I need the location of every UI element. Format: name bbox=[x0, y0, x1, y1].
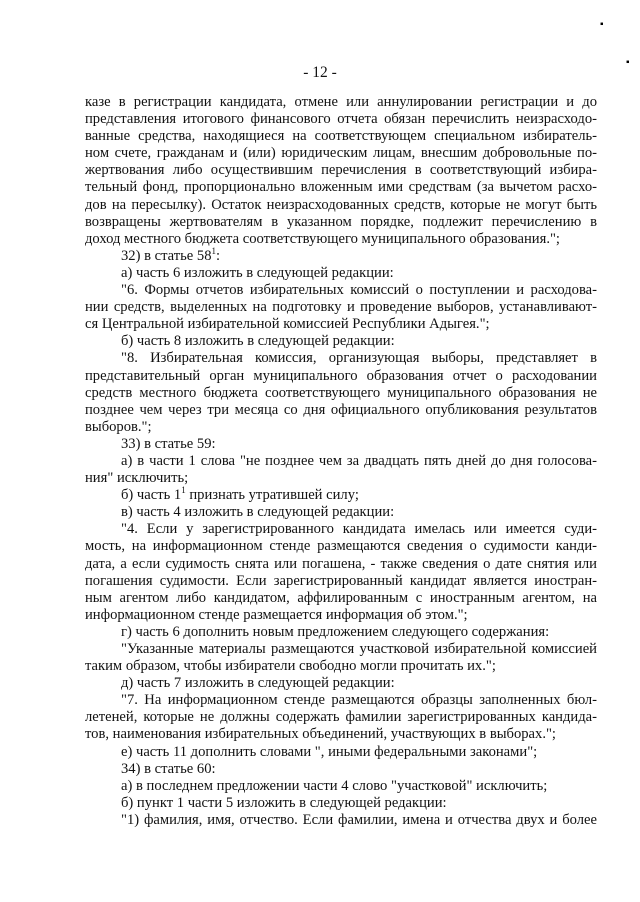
text-line-content: тельный фонд, пропорционально вложенным ими средствам (за вычетом расхо- bbox=[85, 179, 597, 196]
text-line-content: таким образом, чтобы избиратели свободно могли прочитать их."; bbox=[85, 658, 496, 675]
text-line bbox=[85, 245, 597, 265]
text-line-content: представительный орган муниципального образования отчет о расходовании bbox=[85, 367, 597, 384]
text-line bbox=[85, 641, 597, 658]
text-line-content: д) часть 7 изложить в следующей редакции: bbox=[121, 675, 395, 692]
text-line-content: доход местного бюджета соответствующего муниципального образования."; bbox=[85, 230, 560, 247]
text-line-content: "Указанные материалы размещаются участковой избирательной комиссией bbox=[121, 641, 597, 657]
text-line bbox=[85, 94, 597, 111]
text-line-content: б) пункт 1 части 5 изложить в следующей редакции: bbox=[121, 794, 447, 811]
text-line bbox=[85, 590, 597, 607]
text-line-content: "8. Избирательная комиссия, организующая выборы, представляет в bbox=[121, 350, 597, 367]
text-line-content: 32) в статье 58 bbox=[121, 247, 212, 264]
text-line-content: нии средств, выделенных на подготовку и проведение выборов, устанавливают- bbox=[85, 299, 597, 316]
superscript: 1 bbox=[211, 245, 217, 256]
text-line bbox=[85, 778, 597, 795]
text-line-content: ся Центральной избирательной комиссией Республики Адыгея."; bbox=[85, 316, 490, 333]
text-line bbox=[85, 214, 597, 231]
text-line bbox=[85, 692, 597, 709]
text-line bbox=[85, 179, 597, 196]
text-line bbox=[85, 744, 597, 761]
text-line-content: е) часть 11 дополнить словами ", иными федеральными законами"; bbox=[121, 743, 538, 760]
scan-mark-top: ▪ bbox=[600, 19, 604, 30]
text-line bbox=[85, 726, 597, 743]
text-line-content: возвращены жертвователям в указанном порядке, подлежит перечислению в bbox=[85, 213, 597, 230]
text-line-content: ным агентом либо кандидатом, аффилированным с иностранным агентом, на bbox=[85, 589, 597, 606]
text-line bbox=[85, 504, 597, 521]
text-line bbox=[85, 812, 597, 829]
text-line bbox=[85, 675, 597, 692]
text-line-content: мость, на информационном стенде размещаются сведения о судимости канди- bbox=[85, 538, 597, 555]
text-line bbox=[85, 709, 597, 726]
text-line-content: "6. Формы отчетов избирательных комиссий о поступлении и расходова- bbox=[121, 282, 597, 299]
text-line-content: 34) в статье 60: bbox=[121, 760, 216, 777]
text-line-content: информационном стенде размещается информация об этом."; bbox=[85, 606, 468, 623]
text-line bbox=[85, 231, 597, 248]
text-line-content: летеней, которые не должны содержать фамилии зарегистрированных кандида- bbox=[85, 709, 597, 726]
text-line bbox=[85, 402, 597, 419]
text-line-content: а) в последнем предложении части 4 слово "участковой" исключить; bbox=[121, 777, 548, 794]
text-line bbox=[85, 573, 597, 590]
text-line-content: ния" исключить; bbox=[85, 470, 189, 487]
text-line bbox=[85, 658, 597, 675]
text-line bbox=[85, 521, 597, 538]
text-line-content: б) часть 1 bbox=[121, 487, 182, 504]
scan-mark-right: ▪ bbox=[626, 57, 630, 68]
text-line bbox=[85, 162, 597, 179]
text-line-content: а) в части 1 слова "не позднее чем за двадцать пять дней до дня голосова- bbox=[121, 452, 597, 469]
text-line bbox=[85, 265, 597, 282]
text-line-content: тов, наименования избирательных объединений, участвующих в выборах."; bbox=[85, 726, 556, 743]
text-line bbox=[85, 795, 597, 812]
text-line-content: "1) фамилия, имя, отчество. Если фамилии, имена и отчества двух и более bbox=[121, 811, 597, 828]
text-line-content: представления итогового финансового отчета обязан перечислить неизрасходо- bbox=[85, 111, 597, 128]
text-line-suffix: : bbox=[216, 247, 221, 264]
text-line bbox=[85, 145, 597, 162]
text-line bbox=[85, 624, 597, 641]
text-line-content: жертвования либо осуществившим перечисления в соответствующий избира- bbox=[85, 162, 597, 179]
text-line-content: дата, а если судимость снята или погашена, - также сведения о дате снятия или bbox=[85, 555, 597, 572]
text-line-content: а) часть 6 изложить в следующей редакции: bbox=[121, 264, 394, 281]
superscript: 1 bbox=[181, 485, 186, 496]
text-line-content: дов на пересылку). Остаток неизрасходованных средств, которые не могут быть bbox=[85, 196, 597, 213]
text-line-content: ванные средства, находящиеся на соответствующем специальном избиратель- bbox=[85, 128, 597, 145]
text-line-content: "4. Если у зарегистрированного кандидата имелась или имеется суди- bbox=[121, 521, 597, 538]
text-line-content: б) часть 8 изложить в следующей редакции: bbox=[121, 333, 395, 350]
text-line-content: средств местного бюджета соответствующего муниципального образования не bbox=[85, 384, 597, 401]
text-line bbox=[85, 350, 597, 367]
text-line bbox=[85, 470, 597, 487]
text-line-content: позднее чем через три месяца со дня официального опубликования результатов bbox=[85, 401, 597, 418]
text-line bbox=[85, 128, 597, 145]
text-line bbox=[85, 299, 597, 316]
text-line bbox=[85, 385, 597, 402]
text-line bbox=[85, 453, 597, 470]
text-line bbox=[85, 197, 597, 214]
text-line-content: в) часть 4 изложить в следующей редакции: bbox=[121, 504, 395, 521]
text-line-content: казе в регистрации кандидата, отмене или аннулировании регистрации и до bbox=[85, 94, 597, 110]
text-line-content: ном счете, гражданам и (или) юридическим лицам, внесшим добровольные по- bbox=[85, 145, 597, 162]
text-line bbox=[85, 282, 597, 299]
text-line bbox=[85, 556, 597, 573]
text-line-suffix: признать утратившей силу; bbox=[185, 487, 359, 504]
body-text bbox=[85, 94, 597, 829]
page-number: - 12 - bbox=[303, 64, 337, 81]
text-line bbox=[85, 368, 597, 385]
text-line-content: выборов."; bbox=[85, 418, 152, 435]
text-line bbox=[85, 333, 597, 350]
text-line-content: погашения судимости. Если зарегистрированный кандидат является иностран- bbox=[85, 572, 597, 589]
text-line-content: "7. На информационном стенде размещаются образцы заполненных бюл- bbox=[121, 692, 597, 709]
text-line bbox=[85, 316, 597, 333]
text-line bbox=[85, 487, 597, 504]
text-line bbox=[85, 436, 597, 453]
text-line-content: г) часть 6 дополнить новым предложением следующего содержания: bbox=[121, 623, 550, 640]
text-line bbox=[85, 607, 597, 624]
text-line bbox=[85, 419, 597, 436]
text-line bbox=[85, 538, 597, 555]
text-line bbox=[85, 761, 597, 778]
text-line-content: 33) в статье 59: bbox=[121, 435, 216, 452]
text-line bbox=[85, 111, 597, 128]
